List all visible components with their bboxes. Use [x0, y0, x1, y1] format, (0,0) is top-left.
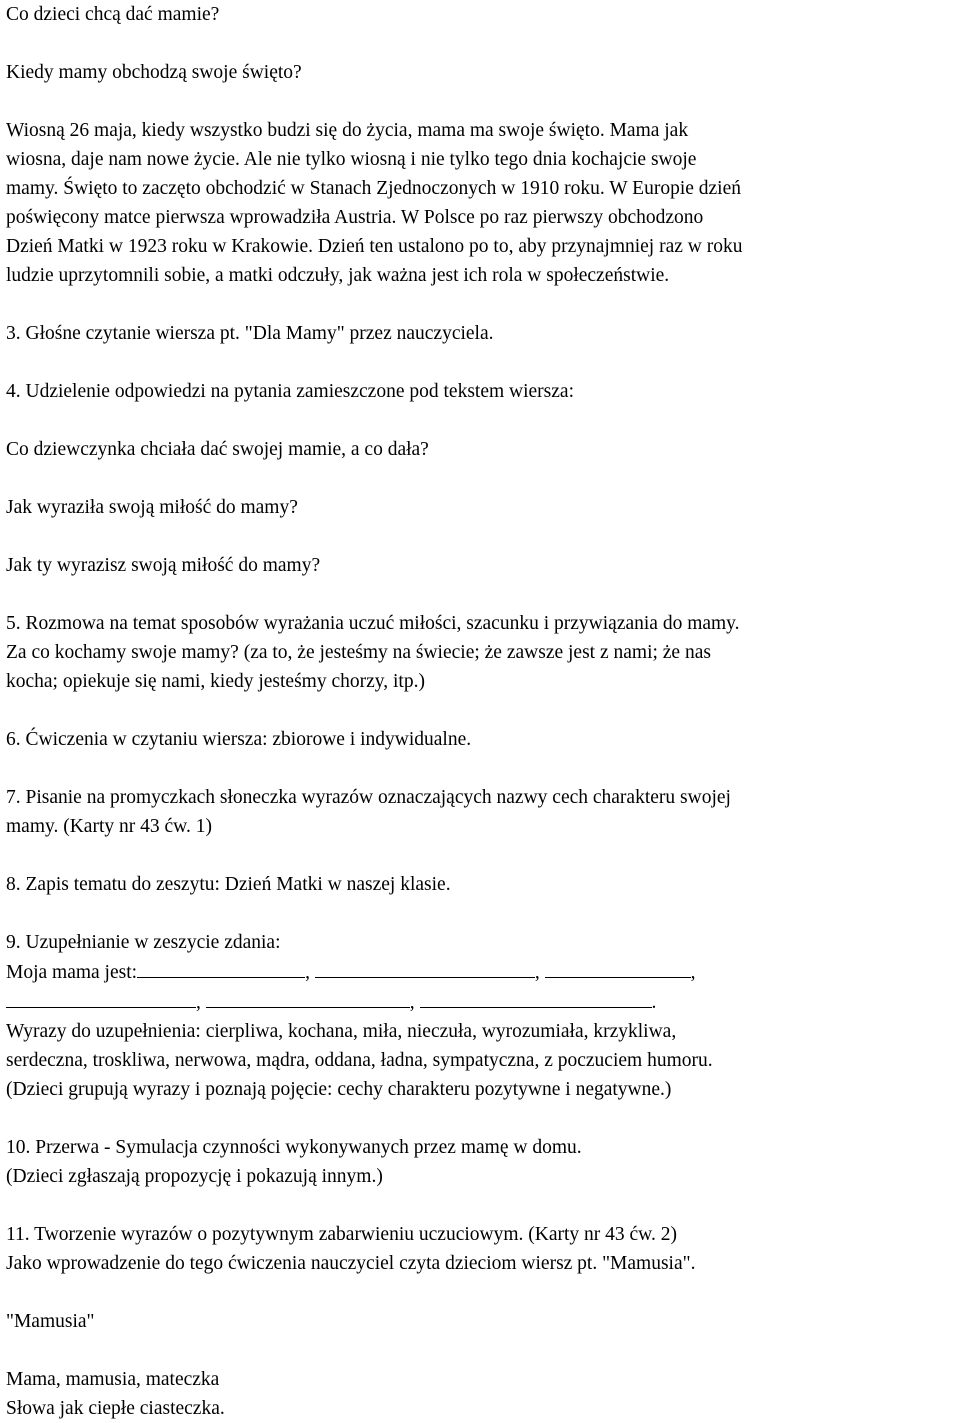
spacer: [6, 841, 956, 870]
fill-blank: [420, 987, 652, 1008]
intro-line: ludzie uprzytomnili sobie, a matki odczuły, jak ważna jest ich rola w społeczeństwie.: [6, 265, 670, 286]
fill-blank: [545, 957, 691, 978]
item-4-line: 4. Udzielenie odpowiedzi na pytania zamieszczone pod tekstem wiersza:: [6, 381, 574, 402]
fill-blank: [206, 987, 410, 1008]
item-11: [6, 1220, 956, 1278]
item-5-line: 5. Rozmowa na temat sposobów wyrażania uczuć miłości, szacunku i przywiązania do mamy.: [6, 613, 740, 634]
fill-comma: ,: [690, 962, 696, 983]
spacer: [6, 29, 956, 58]
item-6: [6, 725, 956, 754]
question-1-line: Co dziewczynka chciała dać swojej mamie, a co dała?: [6, 439, 429, 460]
intro-line: mamy. Święto to zaczęto obchodzić w Stanach Zjednoczonych w 1910 roku. W Europie dzień: [6, 178, 742, 199]
words-line: (Dzieci grupują wyrazy i poznają pojęcie: cechy charakteru pozytywne i negatywne.): [6, 1079, 672, 1100]
item-10-line: 10. Przerwa - Symulacja czynności wykonywanych przez mamę w domu.: [6, 1137, 582, 1158]
question-when: [6, 58, 956, 87]
intro-paragraph: [6, 116, 956, 290]
spacer: [6, 1191, 956, 1220]
item-9-line: 9. Uzupełnianie w zeszycie zdania:: [6, 932, 281, 953]
fill-in-sentence: [6, 957, 956, 987]
spacer: [6, 580, 956, 609]
fill-in-sentence-cont: [6, 987, 956, 1017]
intro-line: Dzień Matki w 1923 roku w Krakowie. Dzień ten ustalono po to, aby przynajmniej raz w roku: [6, 236, 743, 257]
poem-title: [6, 1307, 956, 1336]
fill-comma: ,: [305, 962, 310, 983]
intro-line: wiosna, daje nam nowe życie. Ale nie tylko wiosną i nie tylko tego dnia kochajcie swoje: [6, 149, 697, 170]
spacer: [6, 1278, 956, 1307]
spacer: [6, 754, 956, 783]
question-title: [6, 0, 956, 29]
fill-period: .: [651, 992, 657, 1013]
fill-blank: [137, 957, 305, 978]
document-page: [6, 0, 956, 1423]
poem-line: Mama, mamusia, mateczka: [6, 1369, 220, 1390]
words-line: Wyrazy do uzupełnienia: cierpliwa, kochana, miła, nieczuła, wyrozumiała, krzykliwa,: [6, 1021, 677, 1042]
item-8-line: 8. Zapis tematu do zeszytu: Dzień Matki w naszej klasie.: [6, 874, 451, 895]
item-10: [6, 1133, 956, 1191]
item-9: [6, 928, 956, 1104]
item-3-line: 3. Głośne czytanie wiersza pt. "Dla Mamy" przez nauczyciela.: [6, 323, 494, 344]
spacer: [6, 899, 956, 928]
words-line: serdeczna, troskliwa, nerwowa, mądra, oddana, ładna, sympatyczna, z poczuciem humoru.: [6, 1050, 713, 1071]
question-title-line: Co dzieci chcą dać mamie?: [6, 4, 220, 25]
poem: [6, 1365, 956, 1423]
spacer: [6, 290, 956, 319]
item-11-line: 11. Tworzenie wyrazów o pozytywnym zabarwieniu uczuciowym. (Karty nr 43 ćw. 2): [6, 1224, 677, 1245]
fill-comma: ,: [534, 962, 540, 983]
fill-blank: [6, 987, 196, 1008]
poem-line: Słowa jak ciepłe ciasteczka.: [6, 1398, 225, 1419]
spacer: [6, 522, 956, 551]
item-11-line: Jako wprowadzenie do tego ćwiczenia nauczyciel czyta dzieciom wiersz pt. "Mamusia".: [6, 1253, 696, 1274]
question-3: [6, 551, 956, 580]
spacer: [6, 696, 956, 725]
spacer: [6, 348, 956, 377]
intro-line: poświęcony matce pierwsza wprowadziła Austria. W Polsce po raz pierwszy obchodzono: [6, 207, 704, 228]
item-5-line: Za co kochamy swoje mamy? (za to, że jesteśmy na świecie; że zawsze jest z nami; że nas: [6, 642, 711, 663]
question-1: [6, 435, 956, 464]
item-6-line: 6. Ćwiczenia w czytaniu wiersza: zbiorowe i indywidualne.: [6, 729, 472, 750]
item-5-line: kocha; opiekuje się nami, kiedy jesteśmy chorzy, itp.): [6, 671, 425, 692]
fill-comma: ,: [409, 992, 415, 1013]
fill-comma: ,: [196, 992, 201, 1013]
question-3-line: Jak ty wyrazisz swoją miłość do mamy?: [6, 555, 321, 576]
spacer: [6, 406, 956, 435]
spacer: [6, 87, 956, 116]
fill-blank: [315, 957, 535, 978]
item-8: [6, 870, 956, 899]
item-3: [6, 319, 956, 348]
spacer: [6, 1336, 956, 1365]
spacer: [6, 1104, 956, 1133]
item-7-line: 7. Pisanie na promyczkach słoneczka wyrazów oznaczających nazwy cech charakteru swojej: [6, 787, 731, 808]
item-10-line: (Dzieci zgłaszają propozycję i pokazują innym.): [6, 1166, 383, 1187]
item-7: [6, 783, 956, 841]
item-7-line: mamy. (Karty nr 43 ćw. 1): [6, 816, 212, 837]
spacer: [6, 464, 956, 493]
fill-prefix: Moja mama jest:: [6, 962, 138, 983]
intro-line: Wiosną 26 maja, kiedy wszystko budzi się do życia, mama ma swoje święto. Mama jak: [6, 120, 689, 141]
question-2-line: Jak wyraziła swoją miłość do mamy?: [6, 497, 298, 518]
question-when-line: Kiedy mamy obchodzą swoje święto?: [6, 62, 302, 83]
poem-title-line: "Mamusia": [6, 1311, 95, 1332]
item-5: [6, 609, 956, 696]
item-4: [6, 377, 956, 406]
question-2: [6, 493, 956, 522]
